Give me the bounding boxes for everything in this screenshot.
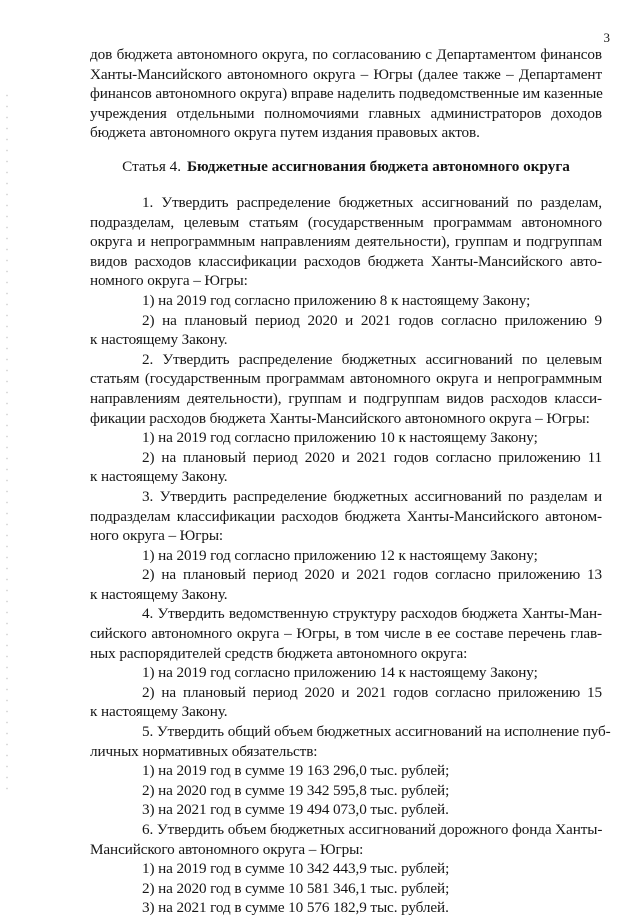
text-line: 2) на 2020 год в сумме 10 581 346,1 тыс. рублей;	[142, 879, 450, 897]
text-line: 1) на 2019 год в сумме 10 342 443,9 тыс. рублей;	[142, 860, 450, 878]
text-line: 1) на 2019 год согласно приложению 14 к настоящему Закону;	[142, 664, 538, 682]
text-line: округа и непрограммным направлениям деятельности), группам и подгруппам	[90, 233, 602, 251]
text-line: 2) на плановый период 2020 и 2021 годов согласно приложению 9	[142, 311, 602, 329]
text-line: ного округа – Югры:	[90, 527, 224, 545]
text-line: 1) на 2019 год в сумме 19 163 296,0 тыс. рублей;	[142, 762, 450, 780]
text-line: 5. Утвердить общий объем бюджетных ассигнований на исполнение пуб-	[142, 723, 611, 741]
intro-paragraph	[90, 45, 602, 143]
scan-margin-marks	[6, 90, 8, 790]
text-line: к настоящему Закону.	[90, 585, 228, 603]
page-number: 3	[603, 30, 610, 45]
text-line: 1. Утвердить распределение бюджетных ассигнований по разделам,	[142, 194, 602, 211]
text-line: подразделам, целевым статьям (государственным программам автономного	[90, 213, 602, 231]
text-line: сийского автономного округа – Югры, в том числе в ее составе перечень глав-	[90, 625, 602, 643]
article-heading	[90, 157, 602, 177]
text-line: видов расходов классификации расходов бюджета Ханты-Мансийского авто-	[90, 252, 602, 270]
text-line: 3) на 2021 год в сумме 19 494 073,0 тыс. рублей.	[142, 801, 449, 819]
text-line: 2. Утвердить распределение бюджетных ассигнований по целевым	[142, 350, 602, 368]
text-line: 3) на 2021 год в сумме 10 576 182,9 тыс. рублей.	[142, 899, 449, 917]
article-number: Статья 4.	[122, 158, 181, 175]
text-line: 2) на плановый период 2020 и 2021 годов согласно приложению 15	[142, 683, 602, 701]
text-line: Мансийского автономного округа – Югры:	[90, 840, 364, 858]
text-line: к настоящему Закону.	[90, 331, 228, 349]
text-line: 1) на 2019 год согласно приложению 12 к настоящему Закону;	[142, 546, 538, 564]
text-line: фикации расходов бюджета Ханты-Мансийского автономного округа – Югры:	[90, 409, 590, 427]
text-line: Ханты-Мансийского автономного округа – Югры (далее также – Департамент	[90, 65, 602, 83]
text-line: 6. Утвердить объем бюджетных ассигнований дорожного фонда Ханты-	[142, 821, 603, 838]
text-line: 3. Утвердить распределение бюджетных ассигнований по разделам и	[142, 487, 602, 505]
text-line: направлениям деятельности), группам и подгруппам видов расходов класси-	[90, 389, 602, 407]
text-line: учреждения отдельными полномочиями главных администраторов доходов	[90, 104, 602, 122]
text-line: 2) на плановый период 2020 и 2021 годов согласно приложению 13	[142, 566, 602, 584]
text-line: 2) на 2020 год в сумме 19 342 595,8 тыс. рублей;	[142, 781, 450, 799]
text-line: номного округа – Югры:	[90, 272, 248, 290]
article-body	[90, 193, 611, 918]
text-line: к настоящему Закону.	[90, 703, 228, 721]
text-line: 4. Утвердить ведомственную структуру расходов бюджета Ханты-Ман-	[142, 605, 602, 623]
text-line: 2) на плановый период 2020 и 2021 годов согласно приложению 11	[142, 448, 602, 466]
text-line: 1) на 2019 год согласно приложению 10 к настоящему Закону;	[142, 429, 538, 447]
text-line: ных распорядителей средств бюджета автономного округа:	[90, 644, 468, 662]
article-title: Бюджетные ассигнования бюджета автономного округа	[187, 158, 570, 175]
text-line: подразделам классификации расходов бюджета Ханты-Мансийского автоном-	[90, 507, 602, 525]
text-line: статьям (государственным программам автономного округа и непрограммным	[90, 370, 602, 388]
text-line: дов бюджета автономного округа, по согласованию с Департаментом финансов	[90, 46, 602, 63]
text-line: финансов автономного округа) вправе наделить подведомственные им казенные	[90, 85, 603, 103]
text-line: к настоящему Закону.	[90, 468, 228, 486]
text-line: 1) на 2019 год согласно приложению 8 к настоящему Закону;	[142, 291, 531, 309]
text-line: бюджета автономного округа путем издания правовых актов.	[90, 124, 480, 142]
text-line: личных нормативных обязательств:	[90, 742, 318, 760]
